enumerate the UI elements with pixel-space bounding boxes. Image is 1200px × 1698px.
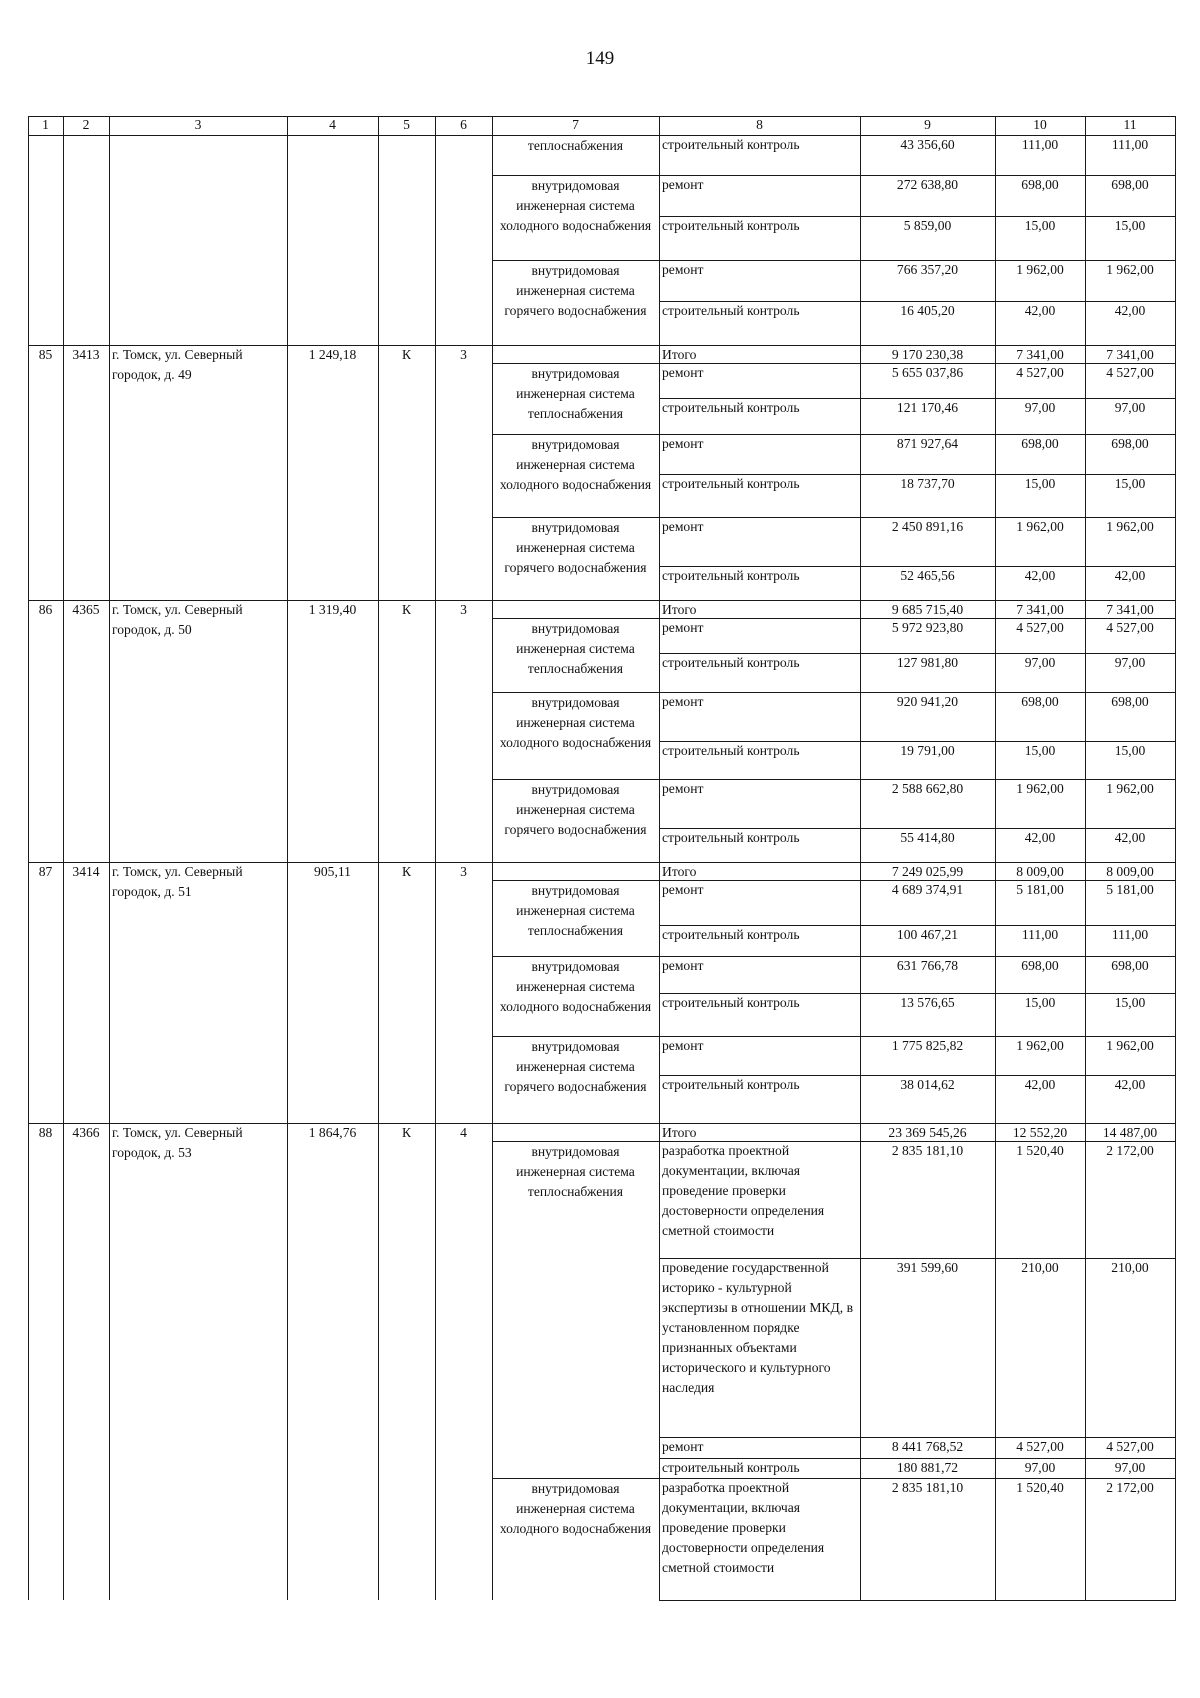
work-unit-cost: 1 520,40 [1016,1143,1064,1158]
work-cost: 2 588 662,80 [891,781,964,796]
system-name: внутридомовая инженерная система теплоснабжения [516,366,635,421]
work-limit-cost: 210,00 [1111,1260,1149,1275]
work-type: ремонт [662,177,704,192]
work-unit-cost: 42,00 [1024,1077,1056,1092]
work-cost: 272 638,80 [896,177,959,192]
work-unit-cost: 4 527,00 [1016,1439,1064,1454]
work-limit-cost: 698,00 [1111,958,1149,973]
work-limit-cost: 4 527,00 [1106,1439,1154,1454]
work-unit-cost: 97,00 [1024,400,1056,415]
system-name: внутридомовая инженерная система холодного водоснабжения [499,437,652,492]
table-right-border [1175,116,1176,1600]
work-limit-cost: 1 962,00 [1106,262,1154,277]
work-cost: 1 775 825,82 [891,1038,964,1053]
work-type: строительный контроль [662,743,800,758]
work-cost: 13 576,65 [900,995,955,1010]
work-cost: 8 441 768,52 [891,1439,964,1454]
work-limit-cost: 1 962,00 [1106,781,1154,796]
column-divider [860,116,861,1600]
total-limit-cost: 7 341,00 [1106,347,1154,362]
work-type: строительный контроль [662,137,800,152]
work-type: ремонт [662,620,704,635]
table-left-border [28,116,29,1600]
work-limit-cost: 42,00 [1114,1077,1146,1092]
work-unit-cost: 42,00 [1024,568,1056,583]
work-type: строительный контроль [662,568,800,583]
work-cost: 4 689 374,91 [891,882,964,897]
work-limit-cost: 97,00 [1114,400,1146,415]
house-stage: 3 [460,602,467,617]
total-label: Итого [662,602,697,617]
work-limit-cost: 4 527,00 [1106,365,1154,380]
system-name: внутридомовая инженерная система горячего водоснабжения [504,782,647,837]
work-limit-cost: 1 962,00 [1106,1038,1154,1053]
column-header: 7 [572,117,579,132]
work-type: разработка проектной документации, включая проведение проверки достоверности определения сметной стоимости [662,1143,825,1238]
column-divider [1085,116,1086,1600]
work-cost: 121 170,46 [896,400,959,415]
work-type: строительный контроль [662,400,800,415]
work-type: ремонт [662,1038,704,1053]
work-type: строительный контроль [662,927,800,942]
work-limit-cost: 42,00 [1114,830,1146,845]
work-limit-cost: 15,00 [1114,218,1146,233]
work-type: строительный контроль [662,303,800,318]
work-limit-cost: 698,00 [1111,436,1149,451]
work-cost: 871 927,64 [896,436,959,451]
work-cost: 5 859,00 [903,218,952,233]
column-header: 1 [42,117,49,132]
total-limit-cost: 14 487,00 [1102,1125,1158,1140]
house-area: 1 249,18 [308,347,357,362]
work-unit-cost: 698,00 [1021,958,1059,973]
work-type: ремонт [662,365,704,380]
work-type: проведение государственной историко - культурной экспертизы в отношении МКД, в установленном порядке признанных объектами исторического и культурного наследия [662,1260,853,1395]
column-header: 8 [756,117,763,132]
work-cost: 920 941,20 [896,694,959,709]
page-number: 149 [585,48,615,69]
work-unit-cost: 698,00 [1021,436,1059,451]
work-cost: 180 881,72 [896,1460,959,1475]
work-limit-cost: 1 962,00 [1106,519,1154,534]
total-label: Итого [662,347,697,362]
total-cost: 9 170 230,38 [891,347,964,362]
work-cost: 38 014,62 [900,1077,955,1092]
work-limit-cost: 97,00 [1114,1460,1146,1475]
house-stage: 4 [460,1125,467,1140]
work-limit-cost: 5 181,00 [1106,882,1154,897]
work-unit-cost: 1 962,00 [1016,781,1064,796]
column-header: 10 [1033,117,1047,132]
column-divider [287,116,288,1600]
work-limit-cost: 111,00 [1111,137,1149,152]
work-cost: 2 450 891,16 [891,519,964,534]
work-unit-cost: 4 527,00 [1016,620,1064,635]
work-cost: 2 835 181,10 [891,1143,964,1158]
total-unit-cost: 7 341,00 [1016,602,1064,617]
system-name: внутридомовая инженерная система холодного водоснабжения [499,1481,652,1536]
work-cost: 100 467,21 [896,927,959,942]
system-name: внутридомовая инженерная система горячего водоснабжения [504,263,647,318]
house-area: 905,11 [314,864,351,879]
column-divider [109,116,110,1600]
column-divider [63,116,64,1600]
work-cost: 55 414,80 [900,830,955,845]
column-header: 2 [82,117,90,132]
system-name: внутридомовая инженерная система теплоснабжения [516,883,635,938]
total-limit-cost: 7 341,00 [1106,602,1154,617]
house-type: К [401,347,412,362]
house-id: 3414 [72,864,100,879]
work-type: ремонт [662,1439,704,1454]
column-divider [378,116,379,1600]
work-type: ремонт [662,781,704,796]
work-unit-cost: 210,00 [1021,1260,1059,1275]
work-cost: 19 791,00 [900,743,955,758]
work-limit-cost: 4 527,00 [1106,620,1154,635]
work-cost: 2 835 181,10 [891,1480,964,1495]
total-cost: 23 369 545,26 [888,1125,967,1140]
work-unit-cost: 698,00 [1021,694,1059,709]
work-cost: 766 357,20 [896,262,959,277]
work-type: ремонт [662,958,704,973]
table-bottom-border [659,1600,1176,1601]
work-unit-cost: 698,00 [1021,177,1059,192]
work-limit-cost: 111,00 [1111,927,1149,942]
work-type: строительный контроль [662,995,800,1010]
house-address: г. Томск, ул. Северный городок, д. 53 [112,1125,243,1160]
work-unit-cost: 1 962,00 [1016,262,1064,277]
work-limit-cost: 42,00 [1114,303,1146,318]
work-type: строительный контроль [662,218,800,233]
house-address: г. Томск, ул. Северный городок, д. 49 [112,347,243,382]
work-limit-cost: 2 172,00 [1106,1480,1154,1495]
total-cost: 9 685 715,40 [891,602,964,617]
work-unit-cost: 42,00 [1024,303,1056,318]
house-type: К [401,602,412,617]
work-cost: 5 972 923,80 [891,620,964,635]
work-unit-cost: 111,00 [1021,137,1059,152]
house-stage: 3 [460,864,467,879]
work-type: ремонт [662,694,704,709]
row-number: 87 [38,864,53,879]
system-name: внутридомовая инженерная система горячего водоснабжения [504,520,647,575]
total-unit-cost: 8 009,00 [1016,864,1064,879]
house-type: К [401,1125,412,1140]
house-stage: 3 [460,347,467,362]
work-unit-cost: 1 962,00 [1016,1038,1064,1053]
work-limit-cost: 698,00 [1111,694,1149,709]
work-type: ремонт [662,436,704,451]
work-unit-cost: 111,00 [1021,927,1059,942]
column-header: 6 [460,117,467,132]
total-label: Итого [662,864,697,879]
work-unit-cost: 1 962,00 [1016,519,1064,534]
column-header: 11 [1123,117,1137,132]
total-unit-cost: 7 341,00 [1016,347,1064,362]
system-name: внутридомовая инженерная система теплоснабжения [516,1144,635,1199]
house-address: г. Томск, ул. Северный городок, д. 51 [112,864,243,899]
work-unit-cost: 97,00 [1024,655,1056,670]
house-area: 1 319,40 [308,602,357,617]
column-divider [659,116,660,1600]
work-limit-cost: 15,00 [1114,476,1146,491]
work-unit-cost: 1 520,40 [1016,1480,1064,1495]
total-cost: 7 249 025,99 [891,864,964,879]
system-name: внутридомовая инженерная система теплоснабжения [516,621,635,676]
work-cost: 43 356,60 [900,137,955,152]
work-cost: 16 405,20 [900,303,955,318]
work-cost: 631 766,78 [896,958,959,973]
column-divider [435,116,436,1600]
work-unit-cost: 15,00 [1024,218,1056,233]
work-unit-cost: 4 527,00 [1016,365,1064,380]
column-header: 3 [194,117,202,132]
column-header: 5 [403,117,410,132]
work-type: ремонт [662,262,704,277]
column-divider [492,116,493,1600]
work-cost: 127 981,80 [896,655,959,670]
work-limit-cost: 15,00 [1114,743,1146,758]
work-type: строительный контроль [662,1460,800,1475]
work-limit-cost: 97,00 [1114,655,1146,670]
work-cost: 52 465,56 [900,568,955,583]
house-type: К [401,864,412,879]
work-unit-cost: 15,00 [1024,995,1056,1010]
work-unit-cost: 42,00 [1024,830,1056,845]
work-type: строительный контроль [662,655,800,670]
column-divider [995,116,996,1600]
total-label: Итого [662,1125,697,1140]
house-id: 4365 [72,602,100,617]
system-name: внутридомовая инженерная система холодного водоснабжения [499,178,652,233]
work-limit-cost: 15,00 [1114,995,1146,1010]
work-unit-cost: 5 181,00 [1016,882,1064,897]
work-cost: 18 737,70 [900,476,955,491]
work-type: строительный контроль [662,476,800,491]
row-number: 88 [38,1125,53,1140]
house-id: 3413 [72,347,100,362]
column-header: 9 [924,117,931,132]
system-name: внутридомовая инженерная система холодного водоснабжения [499,959,652,1014]
work-type: строительный контроль [662,830,800,845]
work-unit-cost: 15,00 [1024,743,1056,758]
work-cost: 5 655 037,86 [891,365,964,380]
total-unit-cost: 12 552,20 [1012,1125,1068,1140]
column-header: 4 [329,117,336,132]
work-limit-cost: 2 172,00 [1106,1143,1154,1158]
row-number: 86 [38,602,53,617]
work-type: строительный контроль [662,1077,800,1092]
work-cost: 391 599,60 [896,1260,959,1275]
system-name: теплоснабжения [527,138,624,153]
system-name: внутридомовая инженерная система горячего водоснабжения [504,1039,647,1094]
work-limit-cost: 42,00 [1114,568,1146,583]
row-number: 85 [38,347,53,362]
house-area: 1 864,76 [308,1125,357,1140]
work-unit-cost: 15,00 [1024,476,1056,491]
work-type: разработка проектной документации, включая проведение проверки достоверности определения сметной стоимости [662,1480,825,1575]
work-type: ремонт [662,882,704,897]
work-type: ремонт [662,519,704,534]
house-address: г. Томск, ул. Северный городок, д. 50 [112,602,243,637]
system-name: внутридомовая инженерная система холодного водоснабжения [499,695,652,750]
work-unit-cost: 97,00 [1024,1460,1056,1475]
total-limit-cost: 8 009,00 [1106,864,1154,879]
house-id: 4366 [72,1125,100,1140]
work-limit-cost: 698,00 [1111,177,1149,192]
